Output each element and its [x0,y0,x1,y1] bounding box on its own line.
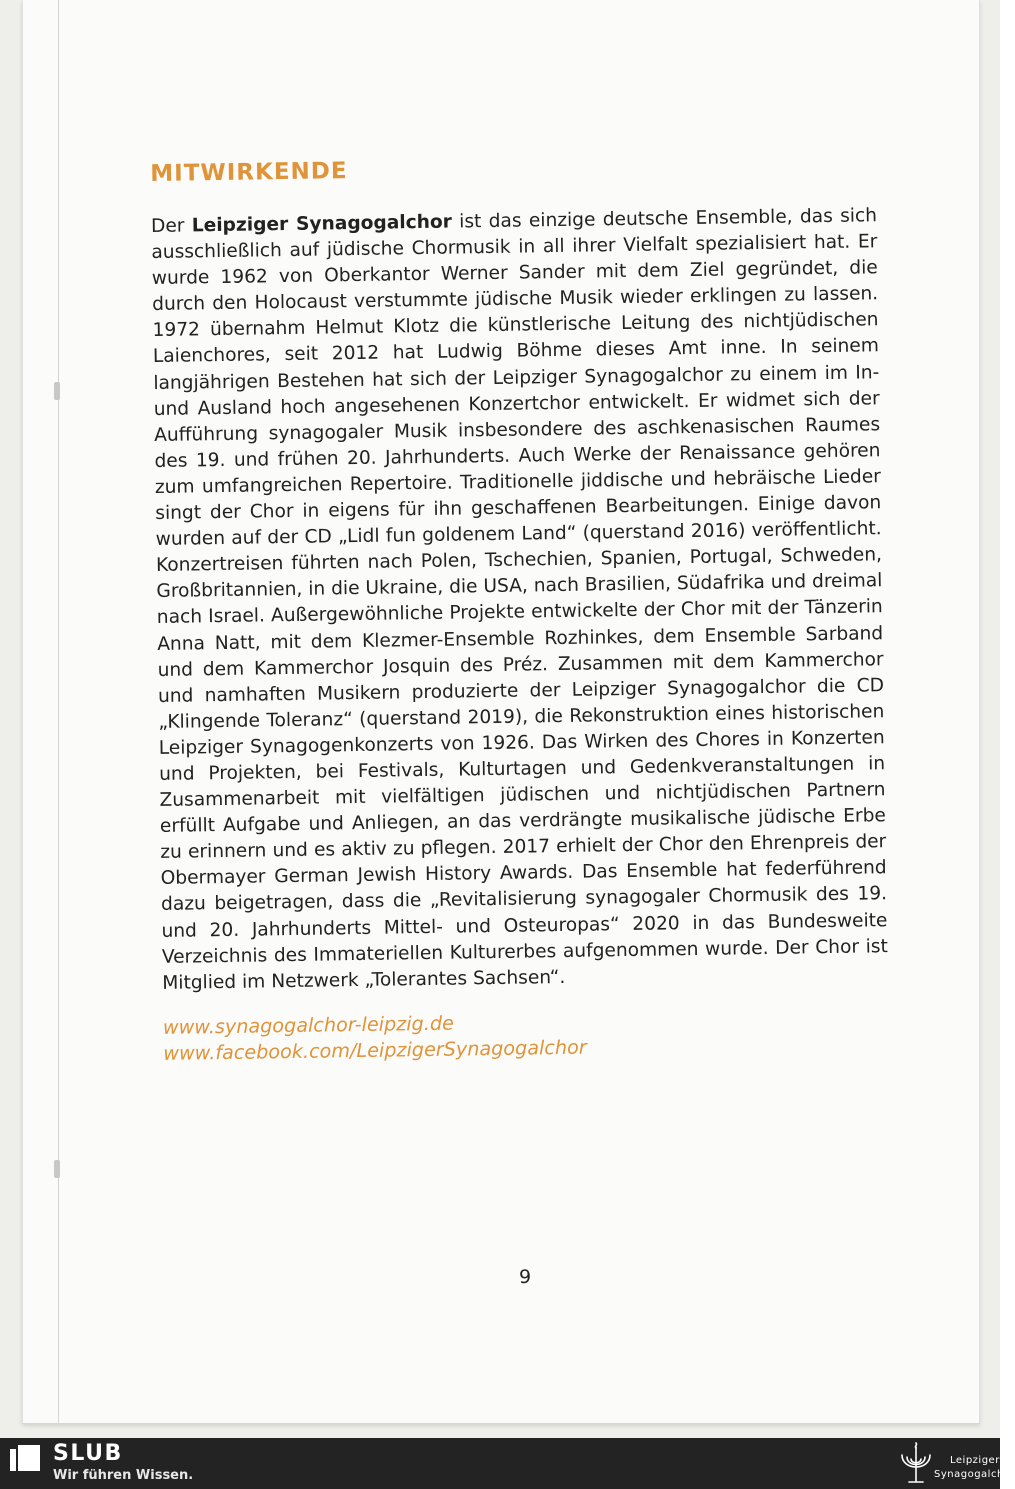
website-link[interactable]: www.synagogalchor-leipzig.de [162,1011,455,1039]
library-tagline: Wir führen Wissen. [53,1468,194,1483]
slub-logo-icon [8,1443,42,1473]
paragraph-lead: Der [150,215,192,237]
page-number: 9 [518,1266,532,1288]
staple-mark [54,382,60,400]
library-name: SLUB [53,1441,123,1466]
web-links [163,1004,890,1067]
paragraph-text: ist das einzige deutsche Ensemble, das sich ausschließlich auf jüdische Chormusik in all ihrer Vielfalt spezialisiert hat. Er wurde 1962 von Oberkantor Werner Sander mit dem Ziel gegründet, die durch den Holocaust verstummte jüdische Musik wieder erklingen zu lassen. 1972 übernahm Helmut Klotz die künstlerische Leitung des nichtjüdischen Laienchores, seit 2012 hat Ludwig Böhme dieses Amt inne. In seinem langjährigen Bestehen hat sich der Leipziger Synagogalchor zu einem im In- und Ausland hoch angesehenen Konzertchor entwickelt. Er widmet sich der Aufführung synagogaler Musik insbesondere des aschkenasischen Raumes des 19. und frühen 20. Jahrhunderts. Auch Werke der Renaissance gehören zum umfangreichen Repertoire. Traditionelle jiddische und hebräische Lieder singt der Chor in eigens für ihn geschaffenen Bearbeitungen. Einige davon wurden auf der CD „Lidl fun goldenem Land“ (querstand 2016) veröffentlicht. Konzertreisen führten nach Polen, Tschechien, Spanien, Portugal, Schweden, Großbritannien, in die Ukraine, die USA, nach Brasilien, Südafrika und dreimal nach Israel. Außergewöhnliche Projekte entwickelte der Chor mit der Tänzerin Anna Natt, mit dem Klezmer-Ensemble Rozhinkes, dem Ensemble Sarband und dem Kammerchor Josquin des Préz. Zusammen mit dem Kammerchor und namhaften Musikern produzierte der Leipziger Synagogalchor die CD „Klingende Toleranz“ (querstand 2019), die Rekonstruktion eines historischen Leipziger Synagogenkonzerts von 1926. Das Wirken des Chores in Konzerten und Projekten, bei Festivals, Kulturtagen und Gedenkveranstaltungen in Zusammenarbeit mit vielfältigen jüdischen und nichtjüdischen Partnern erfüllt Aufgabe und Anliegen, an das verdrängte musikalische jüdische Erbe zu erinnern und es aktiv zu pflegen. 2017 erhielt der Chor den Ehrenpreis der Obermayer German Jewish History Awards. Das Ensemble hat federführend dazu beigetragen, dass die „Revitalisierung synagogaler Chormusik des 19. und 20. Jahrhunderts Mittel- und Osteuropas“ 2020 in das Bundesweite Verzeichnis des Immateriellen Kulturerbes aufgenommen wurde. Der Chor ist Mitglied im Netzwerk „Tolerantes Sachsen“. [151,205,888,994]
viewer-footer-bar [0,1438,1015,1489]
page-content [150,145,889,1066]
section-title: MITWIRKENDE [150,158,348,187]
staple-mark [54,1160,60,1178]
page-binding [58,0,59,1423]
body-paragraph [151,203,889,996]
choir-name-line2: Synagogalchor [934,1469,1015,1480]
ensemble-name: Leipziger Synagogalchor [191,211,453,237]
choir-name-line1: Leipziger [950,1455,1000,1466]
menorah-icon [896,1441,936,1486]
facebook-link[interactable]: www.facebook.com/LeipzigerSynagogalchor [163,1035,587,1065]
